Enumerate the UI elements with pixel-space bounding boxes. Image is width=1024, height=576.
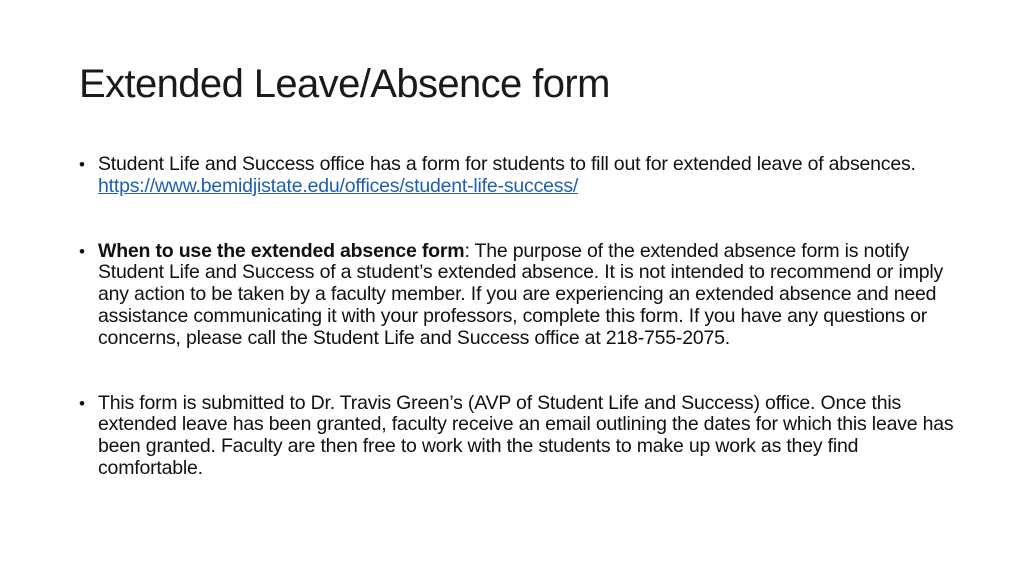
bullet-bold-lead: When to use the extended absence form [98,239,465,262]
bullet-dot-icon: • [79,155,85,174]
bullet-dot-icon: • [79,241,85,261]
bullet-item-form-info [79,154,959,198]
student-life-success-link[interactable]: https://www.bemidjistate.edu/offices/student-life-success/ [98,174,579,197]
bullet-text: Student Life and Success office has a form for students to fill out for extended leave of absences. [98,153,916,175]
bullet-list [79,154,959,480]
bullet-text: : The purpose of the extended absence form is notify Student Life and Success of a student’s extended absence. It is not intended to recommend or imply any action to be taken by a faculty member. If you are experiencing an extended absence and need assistance communicating it with your professors, complete this form. If you have any questions or concerns, please call the Student Life and Success office at 218-755-2075. [98,239,944,349]
bullet-text: This form is submitted to Dr. Travis Green’s (AVP of Student Life and Success) office. Once this extended leave has been granted, faculty receive an email outlining the dates for which this leave has been granted. Faculty are then free to work with the students to make up work as they find comfortable. [98,391,954,479]
bullet-dot-icon: • [79,393,85,413]
slide-title: Extended Leave/Absence form [79,62,610,106]
bullet-item-when-to-use [79,241,959,350]
bullet-item-submission [79,393,959,480]
